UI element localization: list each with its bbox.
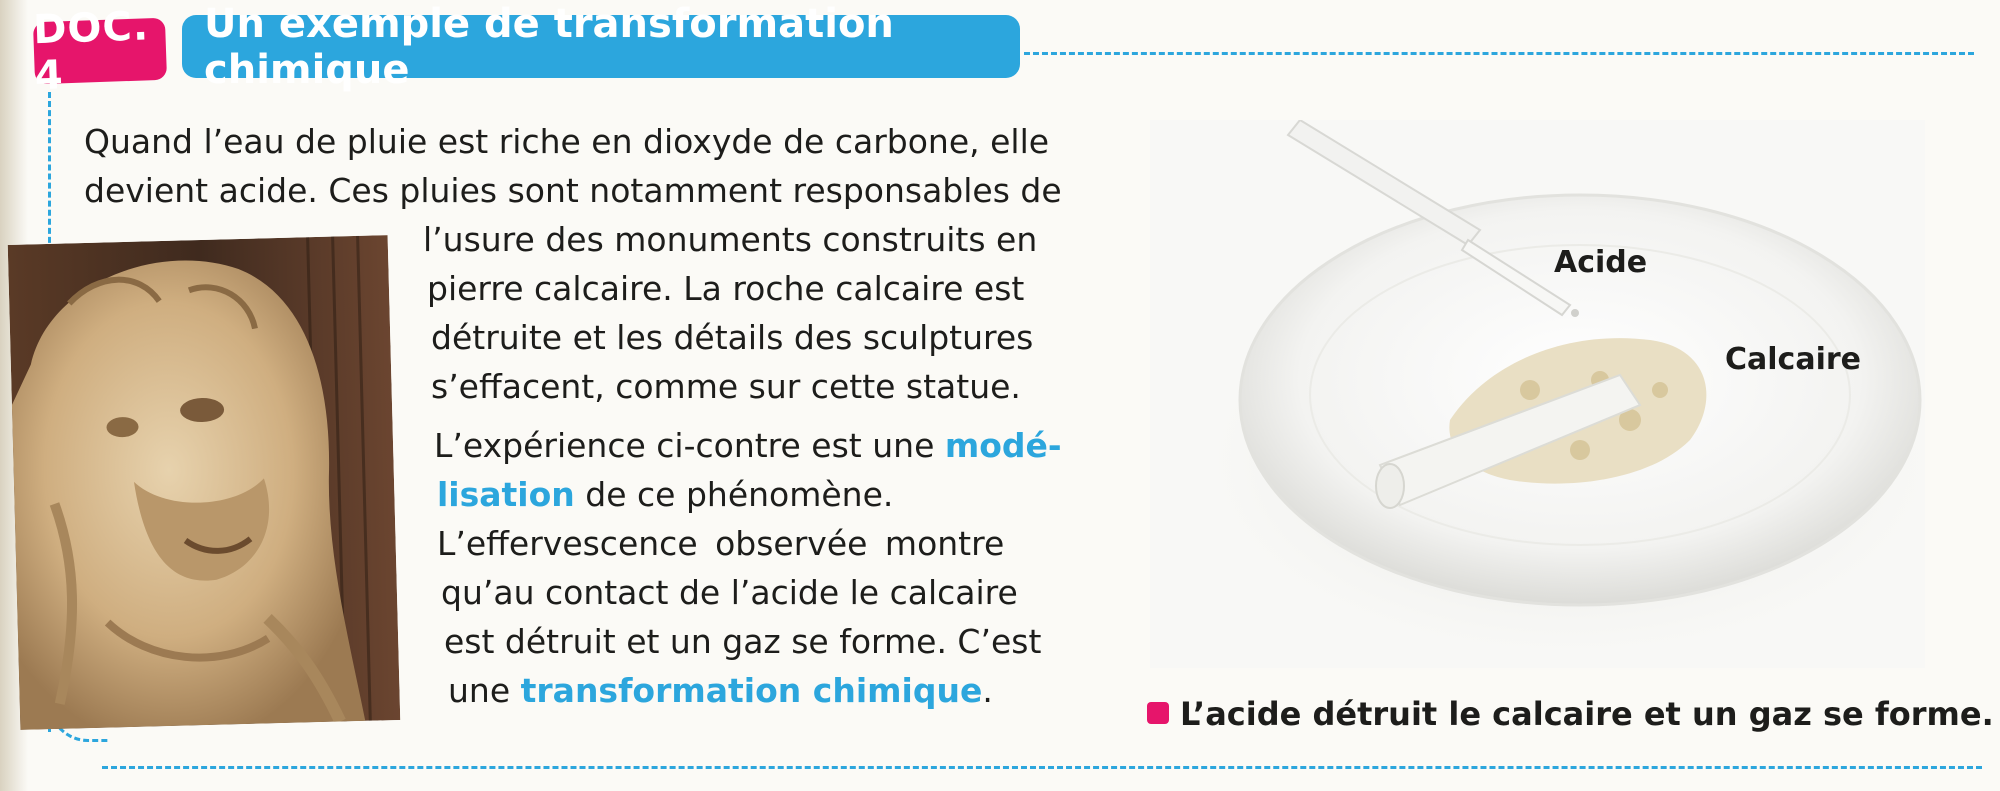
text-line-12 xyxy=(448,666,993,715)
keyword-modelisation-part2: lisation xyxy=(437,475,575,514)
p3-text-last: une xyxy=(448,671,521,710)
experiment-photo xyxy=(1150,120,1925,668)
p3-text-end: . xyxy=(982,671,993,710)
text-line-11: est détruit et un gaz se forme. C’est xyxy=(444,622,1042,661)
text-line-4: pierre calcaire. La roche calcaire est xyxy=(427,269,1025,308)
frame-dash-top xyxy=(1024,52,1974,55)
text-line-8 xyxy=(437,470,893,519)
doc-title-text: Un exemple de transformation chimique xyxy=(204,0,894,93)
frame-dash-bottom xyxy=(102,766,1982,769)
label-calcaire: Calcaire xyxy=(1725,342,1861,377)
text-line-3: l’usure des monuments construits en xyxy=(423,220,1038,259)
doc-title xyxy=(182,0,1020,93)
text-line-9: L’effervescence observée montre xyxy=(437,524,1005,563)
text-line-6: s’effacent, comme sur cette statue. xyxy=(431,367,1021,406)
p2-text-2: de ce phénomène. xyxy=(574,475,894,514)
text-line-10: qu’au contact de l’acide le calcaire xyxy=(441,573,1018,612)
text-line-2: devient acide. Ces pluies sont notamment responsables de xyxy=(84,171,1062,210)
statue-photo xyxy=(8,235,401,730)
keyword-transformation-chimique: transformation chimique xyxy=(520,671,983,710)
experiment-illustration xyxy=(1150,120,1925,668)
text-line-7 xyxy=(434,421,1062,470)
caption-bullet xyxy=(1147,702,1169,724)
doc-badge: DOC. 4 xyxy=(33,18,167,85)
text-line-1: Quand l’eau de pluie est riche en dioxyde de carbone, elle xyxy=(84,122,1050,161)
label-acide: Acide xyxy=(1554,245,1648,280)
p2-text-1: L’expérience ci-contre est une xyxy=(434,426,945,465)
figure-caption: L’acide détruit le calcaire et un gaz se forme. xyxy=(1180,695,1994,733)
statue-illustration xyxy=(8,235,401,730)
text-line-5: détruite et les détails des sculptures xyxy=(431,318,1034,357)
keyword-modelisation-part1: modé- xyxy=(944,426,1062,465)
